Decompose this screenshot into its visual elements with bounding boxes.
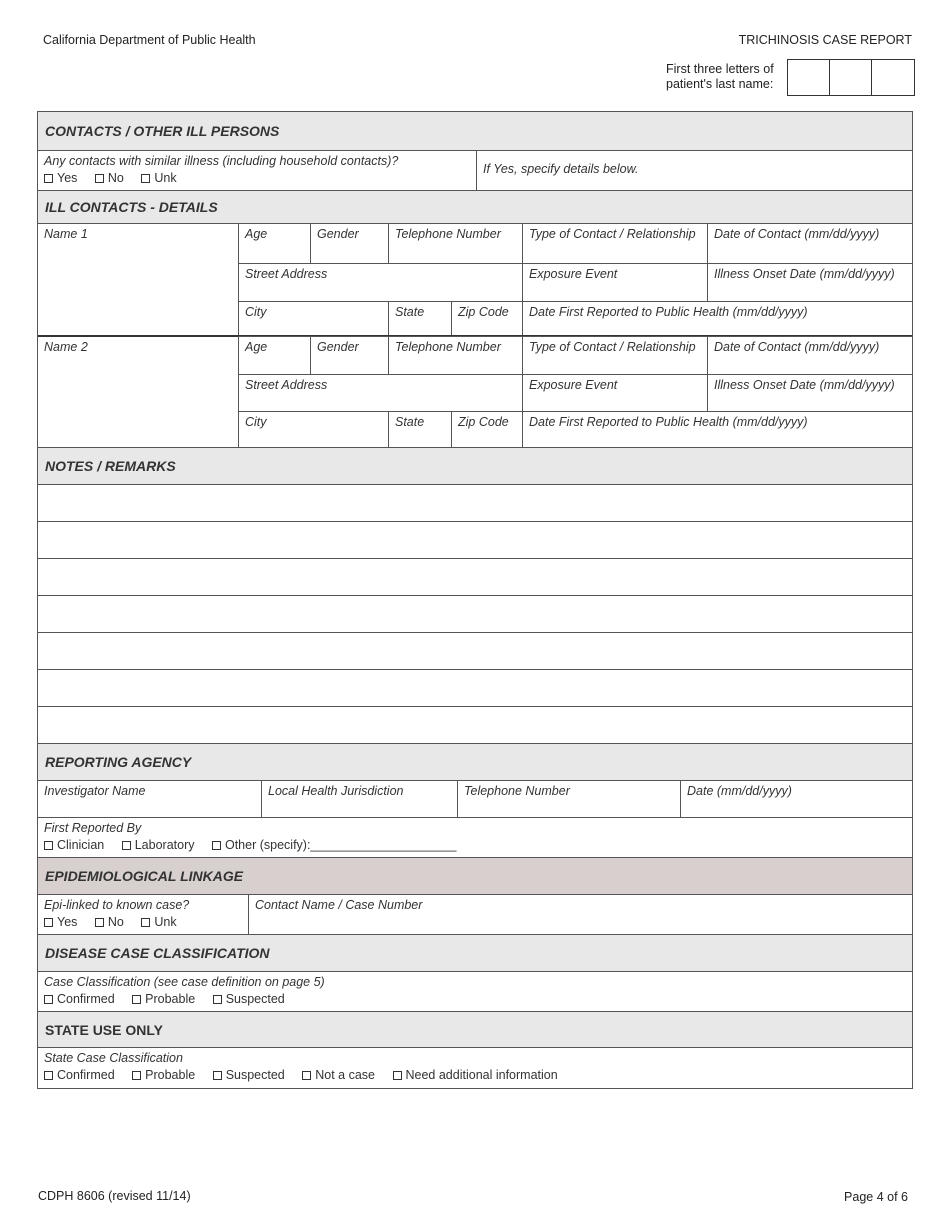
classification-cell (38, 972, 912, 1011)
report-title: TRICHINOSIS CASE REPORT (738, 33, 912, 47)
first-reported-label: First Reported By (44, 821, 142, 835)
street-address-field[interactable]: Street Address (239, 263, 522, 301)
first-reported-options (44, 838, 906, 852)
notes-line[interactable] (38, 706, 912, 743)
checkbox-icon[interactable] (141, 174, 150, 183)
classification-row (38, 971, 912, 1011)
epi-option-yes[interactable]: Yes (44, 915, 77, 929)
contacts-question-cell (38, 151, 476, 190)
ill-contacts-section-header (38, 190, 912, 223)
relationship-field[interactable]: Type of Contact / Relationship (522, 223, 707, 263)
contact-case-number-field[interactable]: Contact Name / Case Number (248, 895, 912, 934)
date-of-contact-field[interactable]: Date of Contact (mm/dd/yyyy) (707, 336, 912, 374)
state-option-confirmed[interactable]: Confirmed (44, 1068, 115, 1082)
notes-line[interactable] (38, 595, 912, 632)
contacts-section-header (38, 112, 912, 150)
contacts-options (44, 171, 470, 185)
classification-label: Case Classification (see case definition on page 5) (44, 975, 325, 989)
checkbox-icon[interactable] (302, 1071, 311, 1080)
notes-line[interactable] (38, 632, 912, 669)
reporting-fields-row (38, 780, 912, 817)
reporting-title: REPORTING AGENCY (45, 754, 192, 770)
contacts-question-row (38, 150, 912, 190)
classification-options (44, 992, 906, 1006)
state-option-probable[interactable]: Probable (132, 1068, 195, 1082)
contact-name-1[interactable]: Name 1 (44, 227, 88, 241)
epi-title: EPIDEMIOLOGICAL LINKAGE (45, 868, 244, 884)
checkbox-icon[interactable] (122, 841, 131, 850)
contact-details-grid-2 (238, 336, 912, 447)
epi-option-unk[interactable]: Unk (141, 915, 176, 929)
classification-title: DISEASE CASE CLASSIFICATION (45, 945, 270, 961)
illness-onset-field[interactable]: Illness Onset Date (mm/dd/yyyy) (707, 263, 912, 301)
checkbox-icon[interactable] (213, 1071, 222, 1080)
state-option-suspected[interactable]: Suspected (213, 1068, 285, 1082)
state-classification-row (38, 1047, 912, 1088)
classification-section-header (38, 934, 912, 971)
notes-section-header (38, 447, 912, 484)
telephone-field[interactable]: Telephone Number (388, 336, 522, 374)
state-classification-options (44, 1068, 906, 1082)
state-field[interactable]: State (388, 301, 451, 335)
initials-label-line1: First three letters of (666, 62, 774, 76)
notes-line[interactable] (38, 521, 912, 558)
contact-block-1 (38, 223, 912, 335)
notes-line[interactable] (38, 484, 912, 521)
street-address-field[interactable]: Street Address (239, 374, 522, 411)
gender-field[interactable]: Gender (310, 223, 388, 263)
date-first-reported-field[interactable]: Date First Reported to Public Health (mm/dd/yyyy) (522, 301, 912, 335)
contacts-question: Any contacts with similar illness (including household contacts)? (44, 154, 399, 168)
checkbox-icon[interactable] (212, 841, 221, 850)
state-classification-label: State Case Classification (44, 1051, 183, 1065)
checkbox-icon[interactable] (44, 174, 53, 183)
notes-line[interactable] (38, 558, 912, 595)
option-probable[interactable]: Probable (132, 992, 195, 1006)
date-first-reported-field[interactable]: Date First Reported to Public Health (mm/dd/yyyy) (522, 411, 912, 448)
illness-onset-field[interactable]: Illness Onset Date (mm/dd/yyyy) (707, 374, 912, 411)
checkbox-icon[interactable] (44, 918, 53, 927)
contacts-details-note: If Yes, specify details below. (476, 151, 912, 190)
relationship-field[interactable]: Type of Contact / Relationship (522, 336, 707, 374)
initials-label (666, 62, 774, 92)
contact-name-2[interactable]: Name 2 (44, 340, 88, 354)
reporting-telephone-field[interactable]: Telephone Number (457, 781, 680, 817)
exposure-event-field[interactable]: Exposure Event (522, 263, 707, 301)
checkbox-icon[interactable] (213, 995, 222, 1004)
form-id: CDPH 8606 (revised 11/14) (38, 1189, 191, 1203)
contacts-option-unk[interactable]: Unk (141, 171, 176, 185)
date-of-contact-field[interactable]: Date of Contact (mm/dd/yyyy) (707, 223, 912, 263)
epi-question-cell (38, 895, 248, 934)
first-reported-cell (38, 818, 912, 857)
notes-title: NOTES / REMARKS (45, 458, 176, 474)
state-use-title: STATE USE ONLY (45, 1021, 163, 1038)
reporting-date-field[interactable]: Date (mm/dd/yyyy) (680, 781, 912, 817)
age-field[interactable]: Age (239, 223, 310, 263)
option-suspected[interactable]: Suspected (213, 992, 285, 1006)
agency-name: California Department of Public Health (43, 33, 256, 47)
city-field[interactable]: City (239, 301, 388, 335)
case-report-form (37, 111, 913, 1089)
checkbox-icon[interactable] (44, 1071, 53, 1080)
contacts-title: CONTACTS / OTHER ILL PERSONS (45, 123, 280, 139)
contacts-option-yes[interactable]: Yes (44, 171, 77, 185)
option-clinician[interactable]: Clinician (44, 838, 104, 852)
contact-block-2 (38, 335, 912, 447)
initial-box-2[interactable] (830, 60, 872, 95)
state-option-not-a-case[interactable]: Not a case (302, 1068, 375, 1082)
checkbox-icon[interactable] (95, 918, 104, 927)
zip-code-field[interactable]: Zip Code (451, 301, 522, 335)
telephone-field[interactable]: Telephone Number (388, 223, 522, 263)
epi-option-no[interactable]: No (95, 915, 124, 929)
checkbox-icon[interactable] (95, 174, 104, 183)
epi-options (44, 915, 242, 929)
state-use-section-header (38, 1011, 912, 1047)
local-jurisdiction-field[interactable]: Local Health Jurisdiction (261, 781, 457, 817)
epi-row (38, 894, 912, 934)
ill-contacts-title: ILL CONTACTS - DETAILS (45, 199, 218, 215)
checkbox-icon[interactable] (393, 1071, 402, 1080)
option-other[interactable]: Other (specify):_____________________ (212, 838, 456, 852)
page-number: Page 4 of 6 (844, 1190, 908, 1204)
state-classification-cell (38, 1048, 912, 1088)
checkbox-icon[interactable] (44, 995, 53, 1004)
age-field[interactable]: Age (239, 336, 310, 374)
investigator-name-field[interactable]: Investigator Name (44, 784, 146, 798)
epi-question: Epi-linked to known case? (44, 898, 190, 912)
gender-field[interactable]: Gender (310, 336, 388, 374)
checkbox-icon[interactable] (132, 1071, 141, 1080)
contact-details-grid-1 (238, 223, 912, 335)
zip-code-field[interactable]: Zip Code (451, 411, 522, 448)
option-confirmed[interactable]: Confirmed (44, 992, 115, 1006)
reporting-section-header (38, 743, 912, 780)
state-field[interactable]: State (388, 411, 451, 448)
state-option-need-info[interactable]: Need additional information (393, 1068, 558, 1082)
initials-boxes (787, 59, 915, 96)
checkbox-icon[interactable] (44, 841, 53, 850)
initials-label-line2: patient's last name: (666, 77, 774, 91)
first-reported-row (38, 817, 912, 857)
city-field[interactable]: City (239, 411, 388, 448)
checkbox-icon[interactable] (132, 995, 141, 1004)
initial-box-3[interactable] (872, 60, 914, 95)
exposure-event-field[interactable]: Exposure Event (522, 374, 707, 411)
checkbox-icon[interactable] (141, 918, 150, 927)
notes-line[interactable] (38, 669, 912, 706)
contacts-option-no[interactable]: No (95, 171, 124, 185)
initial-box-1[interactable] (788, 60, 830, 95)
epi-section-header (38, 857, 912, 894)
option-laboratory[interactable]: Laboratory (122, 838, 195, 852)
